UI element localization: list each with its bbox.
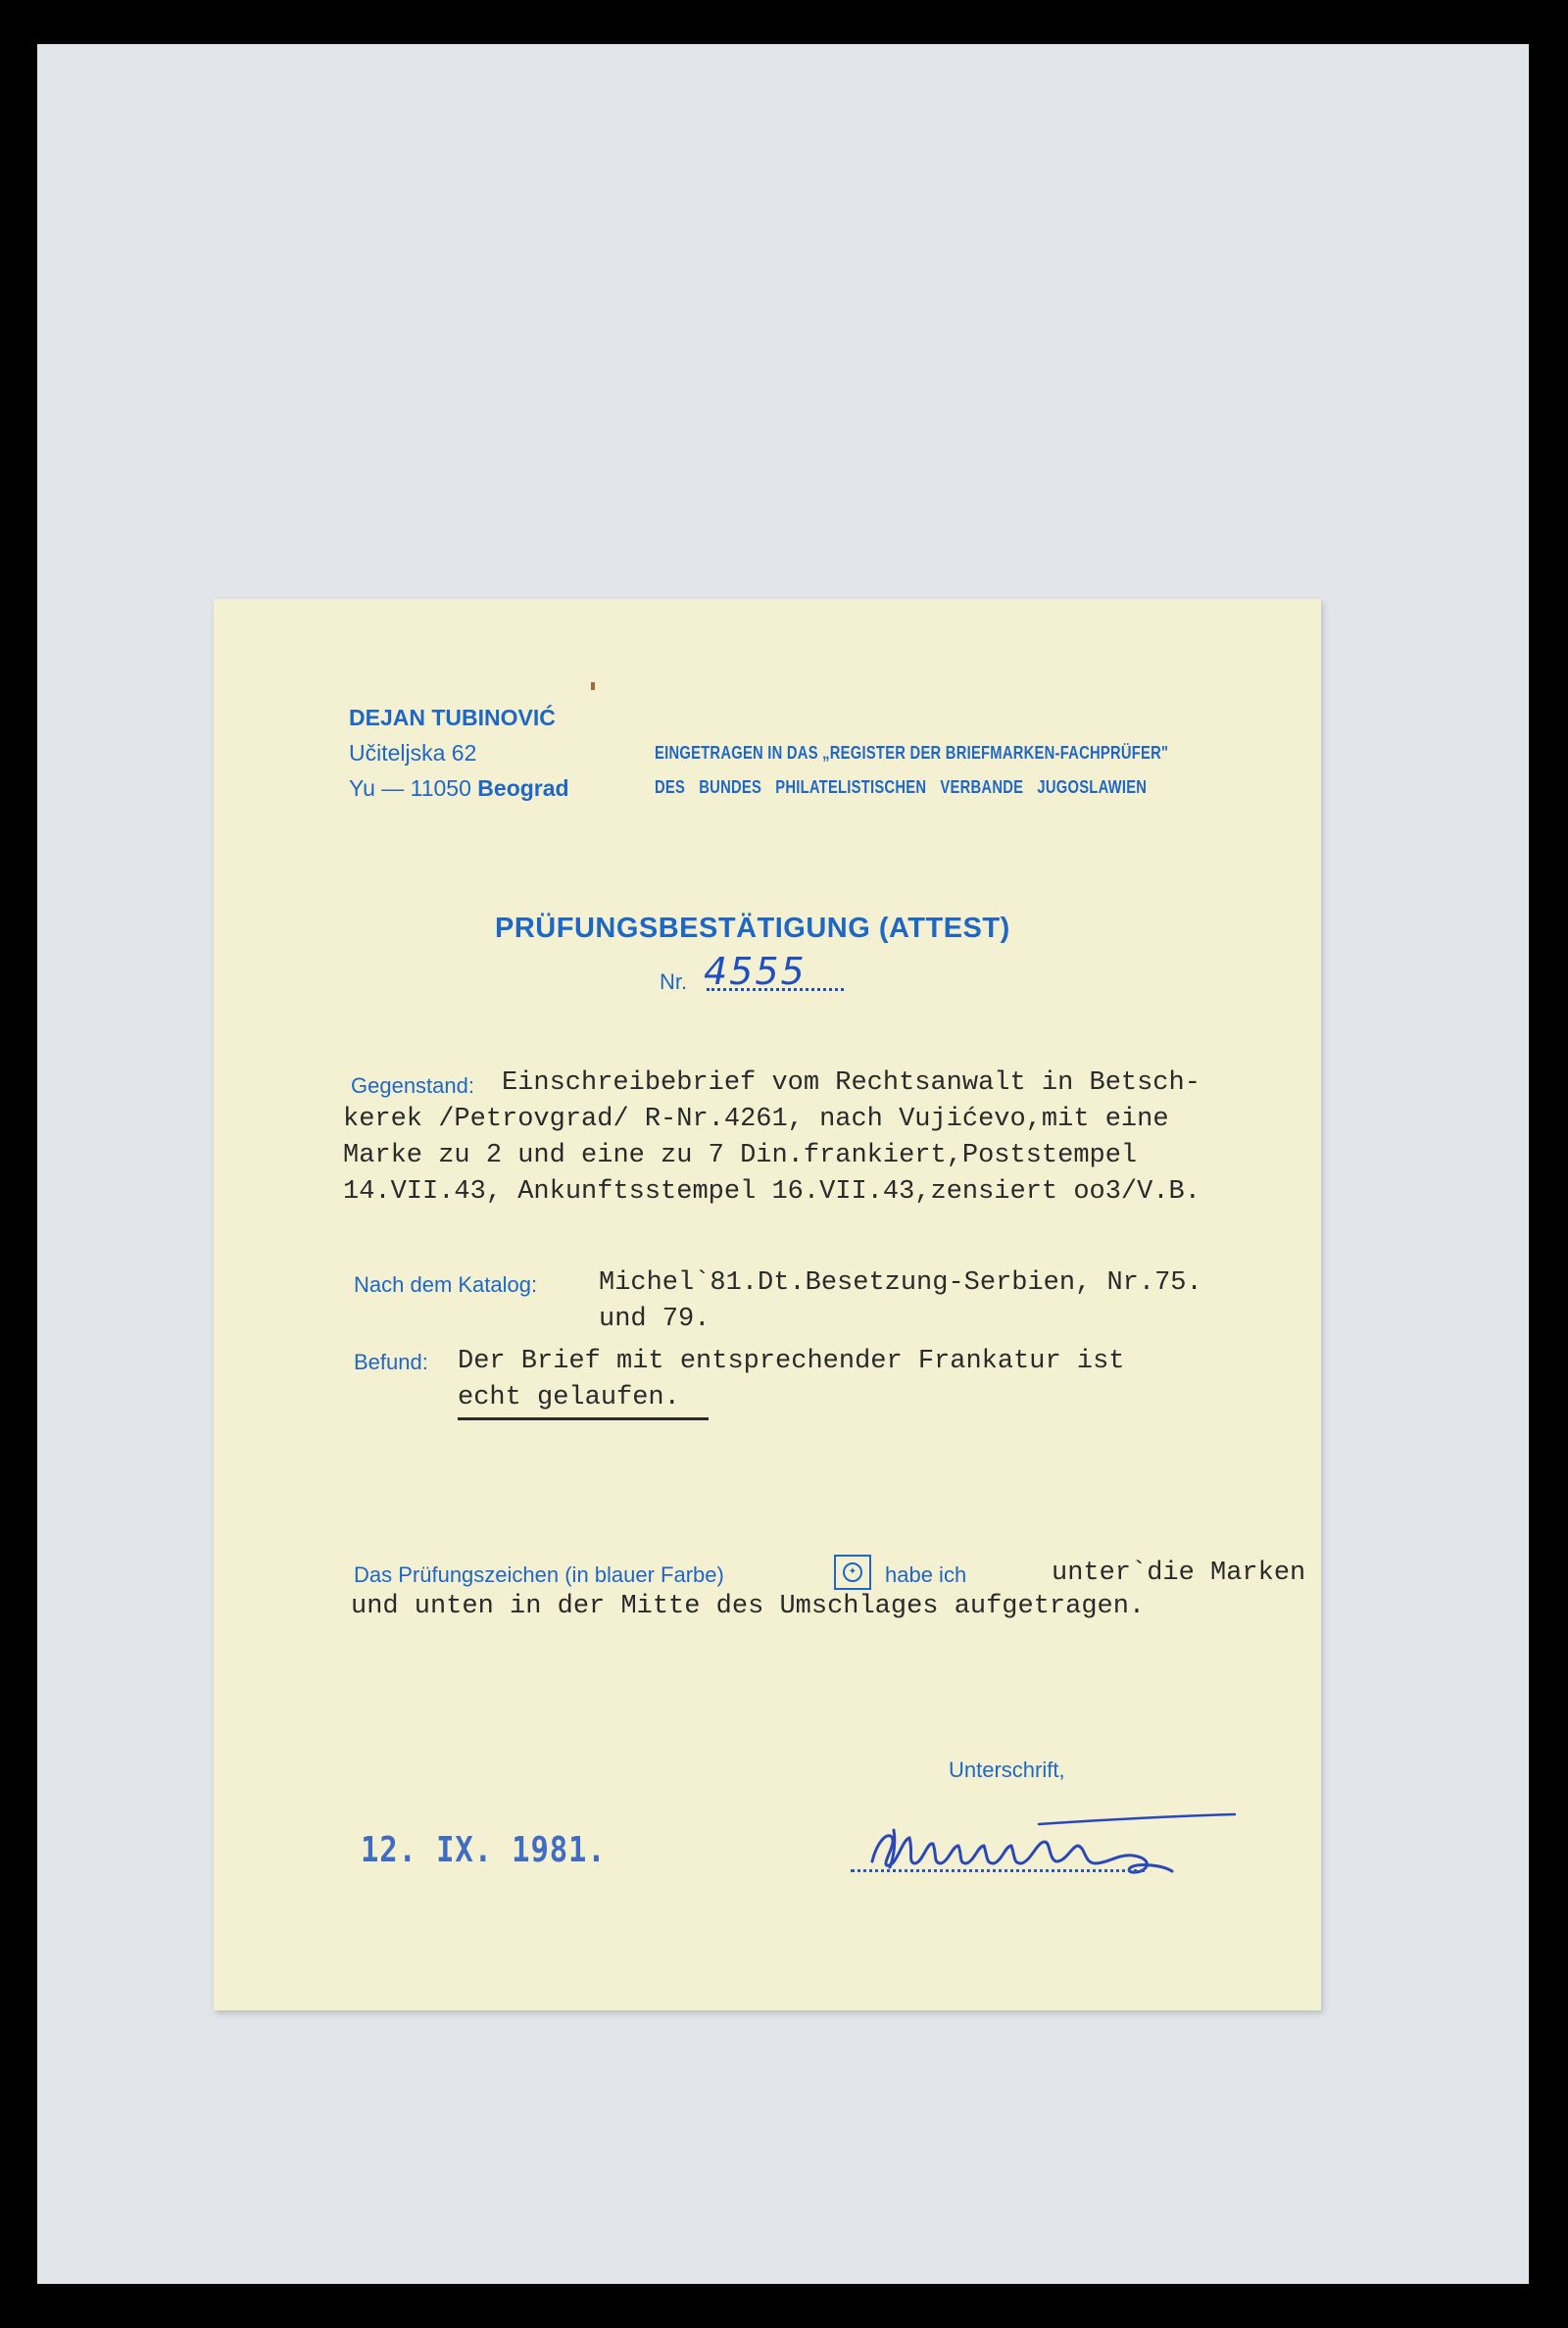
finding-line-2: echt gelaufen. — [458, 1383, 680, 1412]
finding-underline — [458, 1417, 709, 1420]
sender-city-prefix: Yu — 11050 — [349, 775, 478, 801]
sender-city — [349, 775, 569, 802]
sender-city-name: Beograd — [477, 775, 569, 801]
certificate-title: PRÜFUNGSBESTÄTIGUNG (ATTEST) — [495, 913, 1010, 944]
register-line-1: EINGETRAGEN IN DAS „REGISTER DER BRIEFMARKEN-FACHPRÜFER" — [655, 743, 1169, 763]
certificate-number: 4555 — [704, 950, 807, 993]
catalogue-label: Nach dem Katalog: — [354, 1272, 538, 1297]
expert-mark-icon — [834, 1555, 871, 1590]
finding-line-1: Der Brief mit entsprechender Frankatur ist — [458, 1347, 1125, 1376]
register-line-2: DES BUNDES PHILATELISTISCHEN VERBANDE JUGOSLAWIEN — [655, 777, 1148, 797]
sender-street: Učiteljska 62 — [349, 740, 477, 766]
signature-label: Unterschrift, — [949, 1758, 1065, 1782]
catalogue-line-1: Michel`81.Dt.Besetzung-Serbien, Nr.75. — [599, 1268, 1202, 1298]
album-page — [37, 44, 1529, 2284]
subject-line-2: kerek /Petrovgrad/ R-Nr.4261, nach Vujićevo,mit eine — [343, 1105, 1169, 1134]
number-dotted-line — [707, 988, 844, 991]
mark-label: Das Prüfungszeichen (in blauer Farbe) — [354, 1562, 724, 1587]
certificate-sheet — [214, 599, 1321, 2010]
finding-label: Befund: — [354, 1350, 428, 1374]
subject-line-4: 14.VII.43, Ankunftsstempel 16.VII.43,zensiert oo3/V.B. — [343, 1177, 1200, 1207]
date-stamp: 12. IX. 1981. — [361, 1830, 607, 1870]
handwritten-signature — [843, 1803, 1254, 1891]
mark-habe-label: habe ich — [885, 1562, 967, 1587]
catalogue-line-2: und 79. — [599, 1305, 710, 1334]
sender-name: DEJAN TUBINOVIĆ — [349, 705, 556, 730]
mark-line-1: unter`die Marken — [1052, 1559, 1306, 1588]
subject-line-3: Marke zu 2 und eine zu 7 Din.frankiert,Poststempel — [343, 1141, 1138, 1170]
number-label: Nr. — [660, 969, 688, 994]
paper-mark — [591, 682, 595, 690]
subject-label: Gegenstand: — [351, 1073, 474, 1098]
signature-dotted-line — [851, 1869, 1145, 1872]
mark-line-2: und unten in der Mitte des Umschlages aufgetragen. — [351, 1592, 1146, 1621]
subject-line-1: Einschreibebrief vom Rechtsanwalt in Betsch- — [502, 1068, 1200, 1098]
expert-mark-seal-icon: ✦ — [843, 1562, 862, 1582]
